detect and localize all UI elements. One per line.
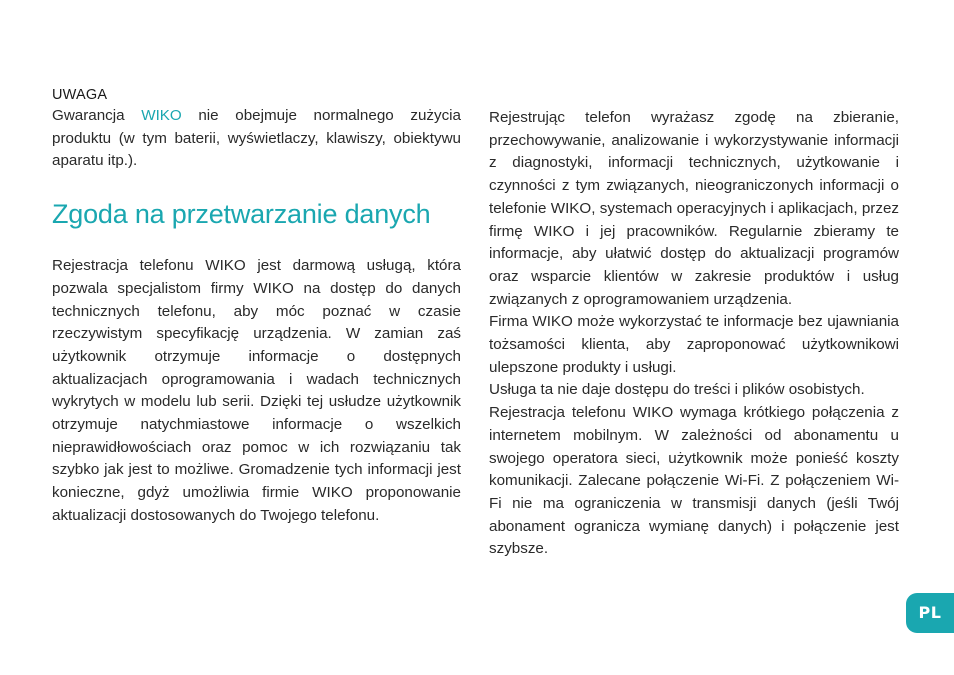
right-paragraph-consent: Rejestrując telefon wyrażasz zgodę na zbieranie, przechowywanie, analizowanie i wykorzystywanie informacji z diagnostyki, informacji technicznych, użytkowanie i czynności z tym związanych, nieograniczonych informacji o telefonie WIKO, systemach operacyjnych i aplikacjach, przez firmę WIKO i jej pracowników. Regularnie zbieramy te informacje, aby ułatwić dostęp do aktualizacji programów oraz wsparcie klientów w zakresie produktów i usług związanych z oprogramowaniem urządzenia. — [489, 109, 899, 308]
right-paragraph-no-personal-access: Usługa ta nie daje dostępu do treści i plików osobistych. — [489, 381, 865, 399]
right-paragraph-anonymous-use: Firma WIKO może wykorzystać te informacje bez ujawniania tożsamości klienta, aby zaproponować użytkownikowi ulepszone produkty i usługi. — [489, 313, 899, 376]
brand-name: WIKO — [141, 107, 182, 124]
left-paragraph-registration: Rejestracja telefonu WIKO jest darmową usługą, która pozwala specjalistom firmy WIKO na dostęp do danych technicznych telefonu, aby móc poznać w czasie rzeczywistym specyfikację urządzenia. W zamian zaś użytkownik otrzymuje informacje o dostępnych aktualizacjach oprogramowania i wadach technicznych wykrytych w modelu lub serii. Dzięki tej usłudze użytkownik otrzymuje natychmiastowe informacje o wszelkich nieprawidłowościach oraz pomoc w ich rozwiązaniu tak szybko jak jest to możliwe. Gromadzenie tych informacji jest konieczne, gdyż umożliwia firmie WIKO proponowanie aktualizacji dostosowanych do Twojego telefonu. — [52, 257, 461, 524]
note-title: UWAGA — [52, 87, 108, 103]
note-text-before: Gwarancja — [52, 107, 142, 124]
right-column — [489, 107, 899, 561]
left-column — [52, 85, 461, 528]
note-text-after: nie obejmuje normalnego zużycia produktu (w tym baterii, wyświetlaczy, klawiszy, obiektywu aparatu itp.). — [52, 107, 461, 170]
section-title: Zgoda na przetwarzanie danych — [52, 199, 431, 230]
language-tab: PL — [906, 593, 954, 633]
right-paragraph-connection: Rejestracja telefonu WIKO wymaga krótkiego połączenia z internetem mobilnym. W zależności od abonamentu u swojego operatora sieci, użytkownik może ponieść koszty komunikacji. Zalecane połączenie Wi-Fi. Z połączeniem Wi-Fi nie ma ograniczenia w transmisji danych (jeśli Twój abonament ogranicza wymianę danych) i połączenie jest szybsze. — [489, 404, 899, 558]
note-body — [52, 105, 461, 173]
